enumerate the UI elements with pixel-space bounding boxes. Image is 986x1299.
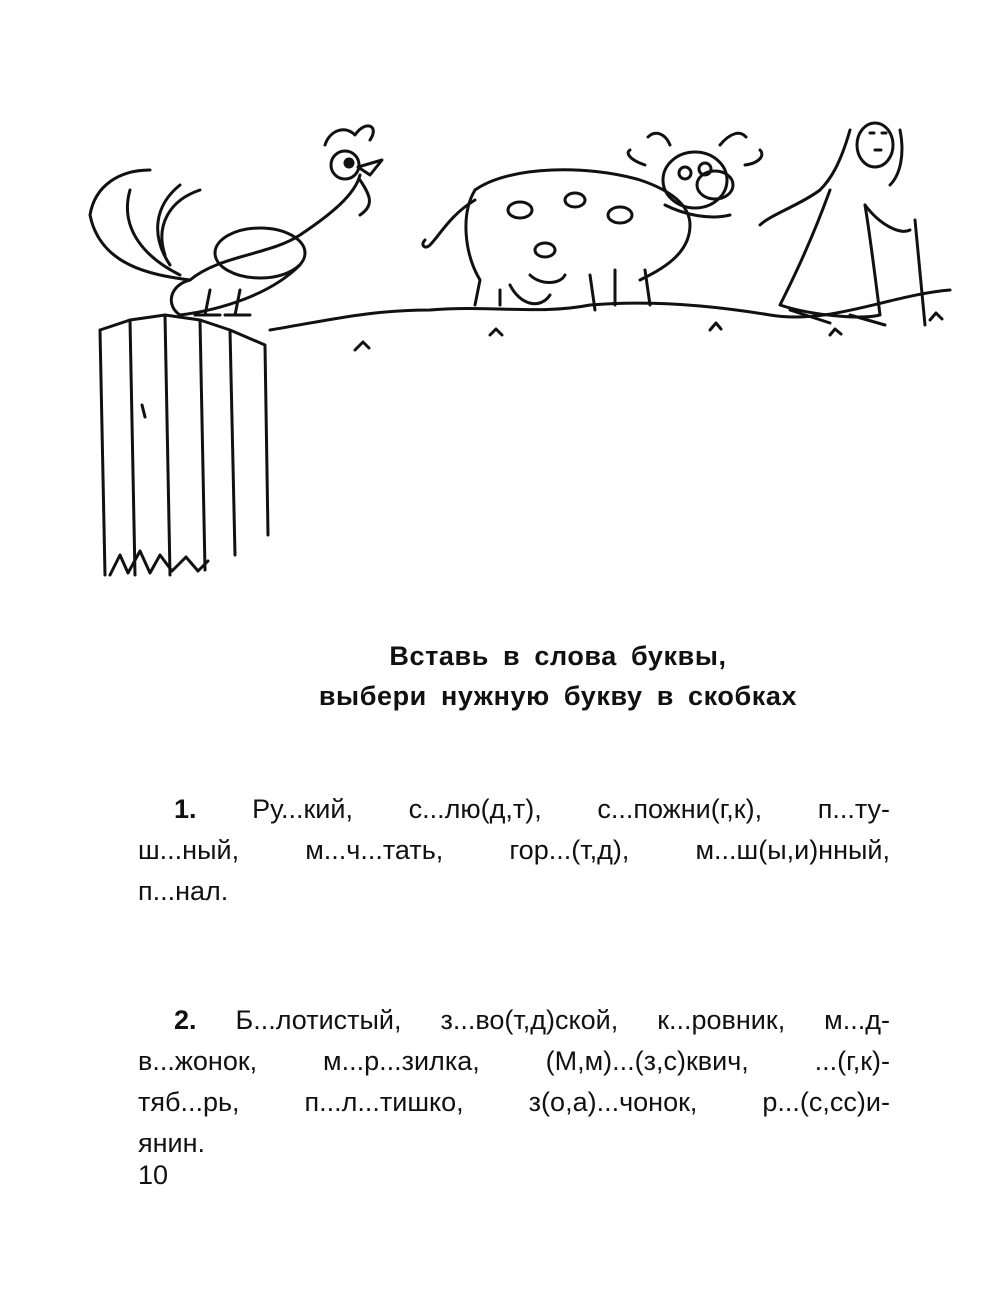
exercise-1-line-1 [138, 789, 890, 829]
farm-illustration [70, 105, 970, 585]
instruction-line-1: Вставь в слова буквы, [389, 641, 727, 671]
instruction-line-2: выбери нужную букву в скобках [318, 681, 798, 711]
exercise-2-line-1 [138, 1000, 890, 1040]
exercise-2-line-2: в...жонок, м...р...зилка, (М,м)...(з,с)квич, ...(г,к)- [138, 1046, 890, 1076]
hill-line [270, 290, 950, 330]
old-woman [760, 123, 925, 325]
exercise-1-line-2: ш...ный, м...ч...тать, гор...(т,д), м...ш(ы,и)нный, [138, 835, 890, 865]
exercise-2-line-4: янин. [138, 1128, 206, 1158]
exercise-2-text-1: Б...лотистый, з...во(т,д)ской, к...ровник, м...д- [235, 1005, 890, 1035]
cow [423, 133, 762, 310]
exercise-2-line-3: тяб...рь, п...л...тишко, з(о,а)...чонок, р...(с,сс)и- [138, 1087, 890, 1117]
page-number: 10 [138, 1160, 169, 1190]
exercise-1-text-1: Ру...кий, с...лю(д,т), с...пожни(г,к), п...ту- [252, 794, 890, 824]
rooster [90, 126, 382, 315]
exercise-1-number: 1. [174, 794, 197, 824]
exercise-2-number: 2. [174, 1005, 197, 1035]
exercise-1-line-3: п...нал. [138, 876, 229, 906]
fence [100, 315, 268, 575]
